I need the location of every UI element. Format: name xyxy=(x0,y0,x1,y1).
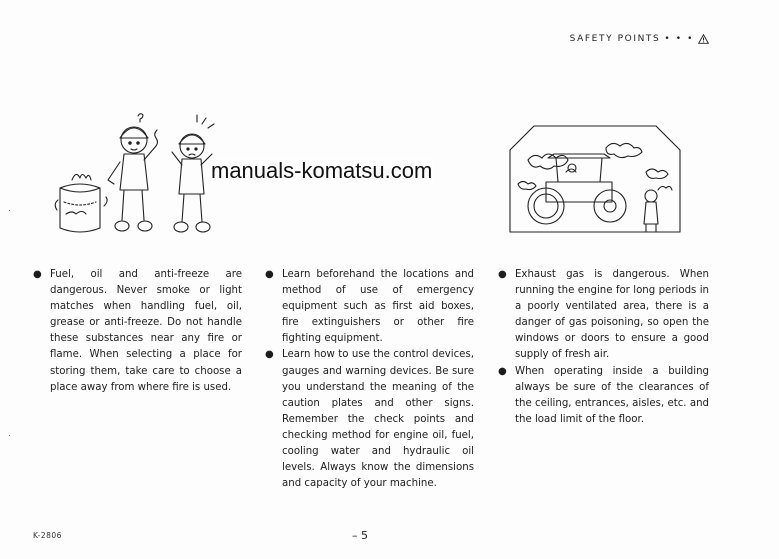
bullet-item xyxy=(497,364,709,428)
fire-hazard-illustration xyxy=(52,110,217,250)
warning-triangle-icon xyxy=(698,34,709,44)
bullet-item xyxy=(497,267,709,364)
bullet-icon: ● xyxy=(498,269,507,280)
rear-wheel xyxy=(594,190,626,222)
bullet-icon: ● xyxy=(265,349,274,361)
bullet-text: Learn how to use the control devices, gauges and warning devices. Be sure you understand the meaning of the caution plates and other signs. Remember the check points and checking method for engine oil, fuel, cooling water and hydraulic oil levels. Always know the dimensions and capacity of your machine. xyxy=(282,349,474,490)
page-number: – 5 xyxy=(352,529,368,542)
building-outline xyxy=(510,126,680,232)
header-dots: • • • xyxy=(664,34,694,44)
worker-head xyxy=(121,127,147,153)
text-column-3 xyxy=(497,267,709,428)
scan-speck xyxy=(9,435,10,436)
bullet-icon: ● xyxy=(498,365,507,377)
bullet-icon: ● xyxy=(265,269,274,280)
scan-speck xyxy=(9,210,10,211)
document-code: K-2806 xyxy=(33,531,62,540)
fuel-drum xyxy=(60,184,100,232)
bullet-text: Fuel, oil and anti-freeze are dangerous. Never smoke or light matches when handling fuel, oil, grease or anti-freeze. Do not handle these substances near any fire or flame. When selecting a place for storing them, take care to choose a place away from where fire is used. xyxy=(50,269,242,393)
text-column-1 xyxy=(32,267,242,396)
page-header xyxy=(570,34,709,44)
bullet-text: Exhaust gas is dangerous. When running the engine for long periods in a poorly ventilated area, there is a danger of gas poisoning, so open the windows or doors to ensure a good supply of fresh air. xyxy=(515,269,709,361)
bullet-item xyxy=(264,267,474,347)
bullet-text: Learn beforehand the locations and method of use of emergency equipment such as first aid boxes, fire extinguishers or other fire fighting equipment. xyxy=(282,269,474,345)
text-column-2 xyxy=(264,267,474,492)
enclosed-building-exhaust-illustration xyxy=(506,120,691,240)
section-title: SAFETY POINTS xyxy=(569,34,661,44)
bullet-item xyxy=(264,347,474,492)
flame xyxy=(72,174,91,180)
watermark-text: manuals-komatsu.com xyxy=(211,158,433,183)
bullet-text: When operating inside a building always be sure of the clearances of the ceiling, entrances, aisles, etc. and the load limit of the floor. xyxy=(515,365,709,425)
bullet-item xyxy=(32,267,242,396)
bullet-icon: ● xyxy=(33,269,42,280)
